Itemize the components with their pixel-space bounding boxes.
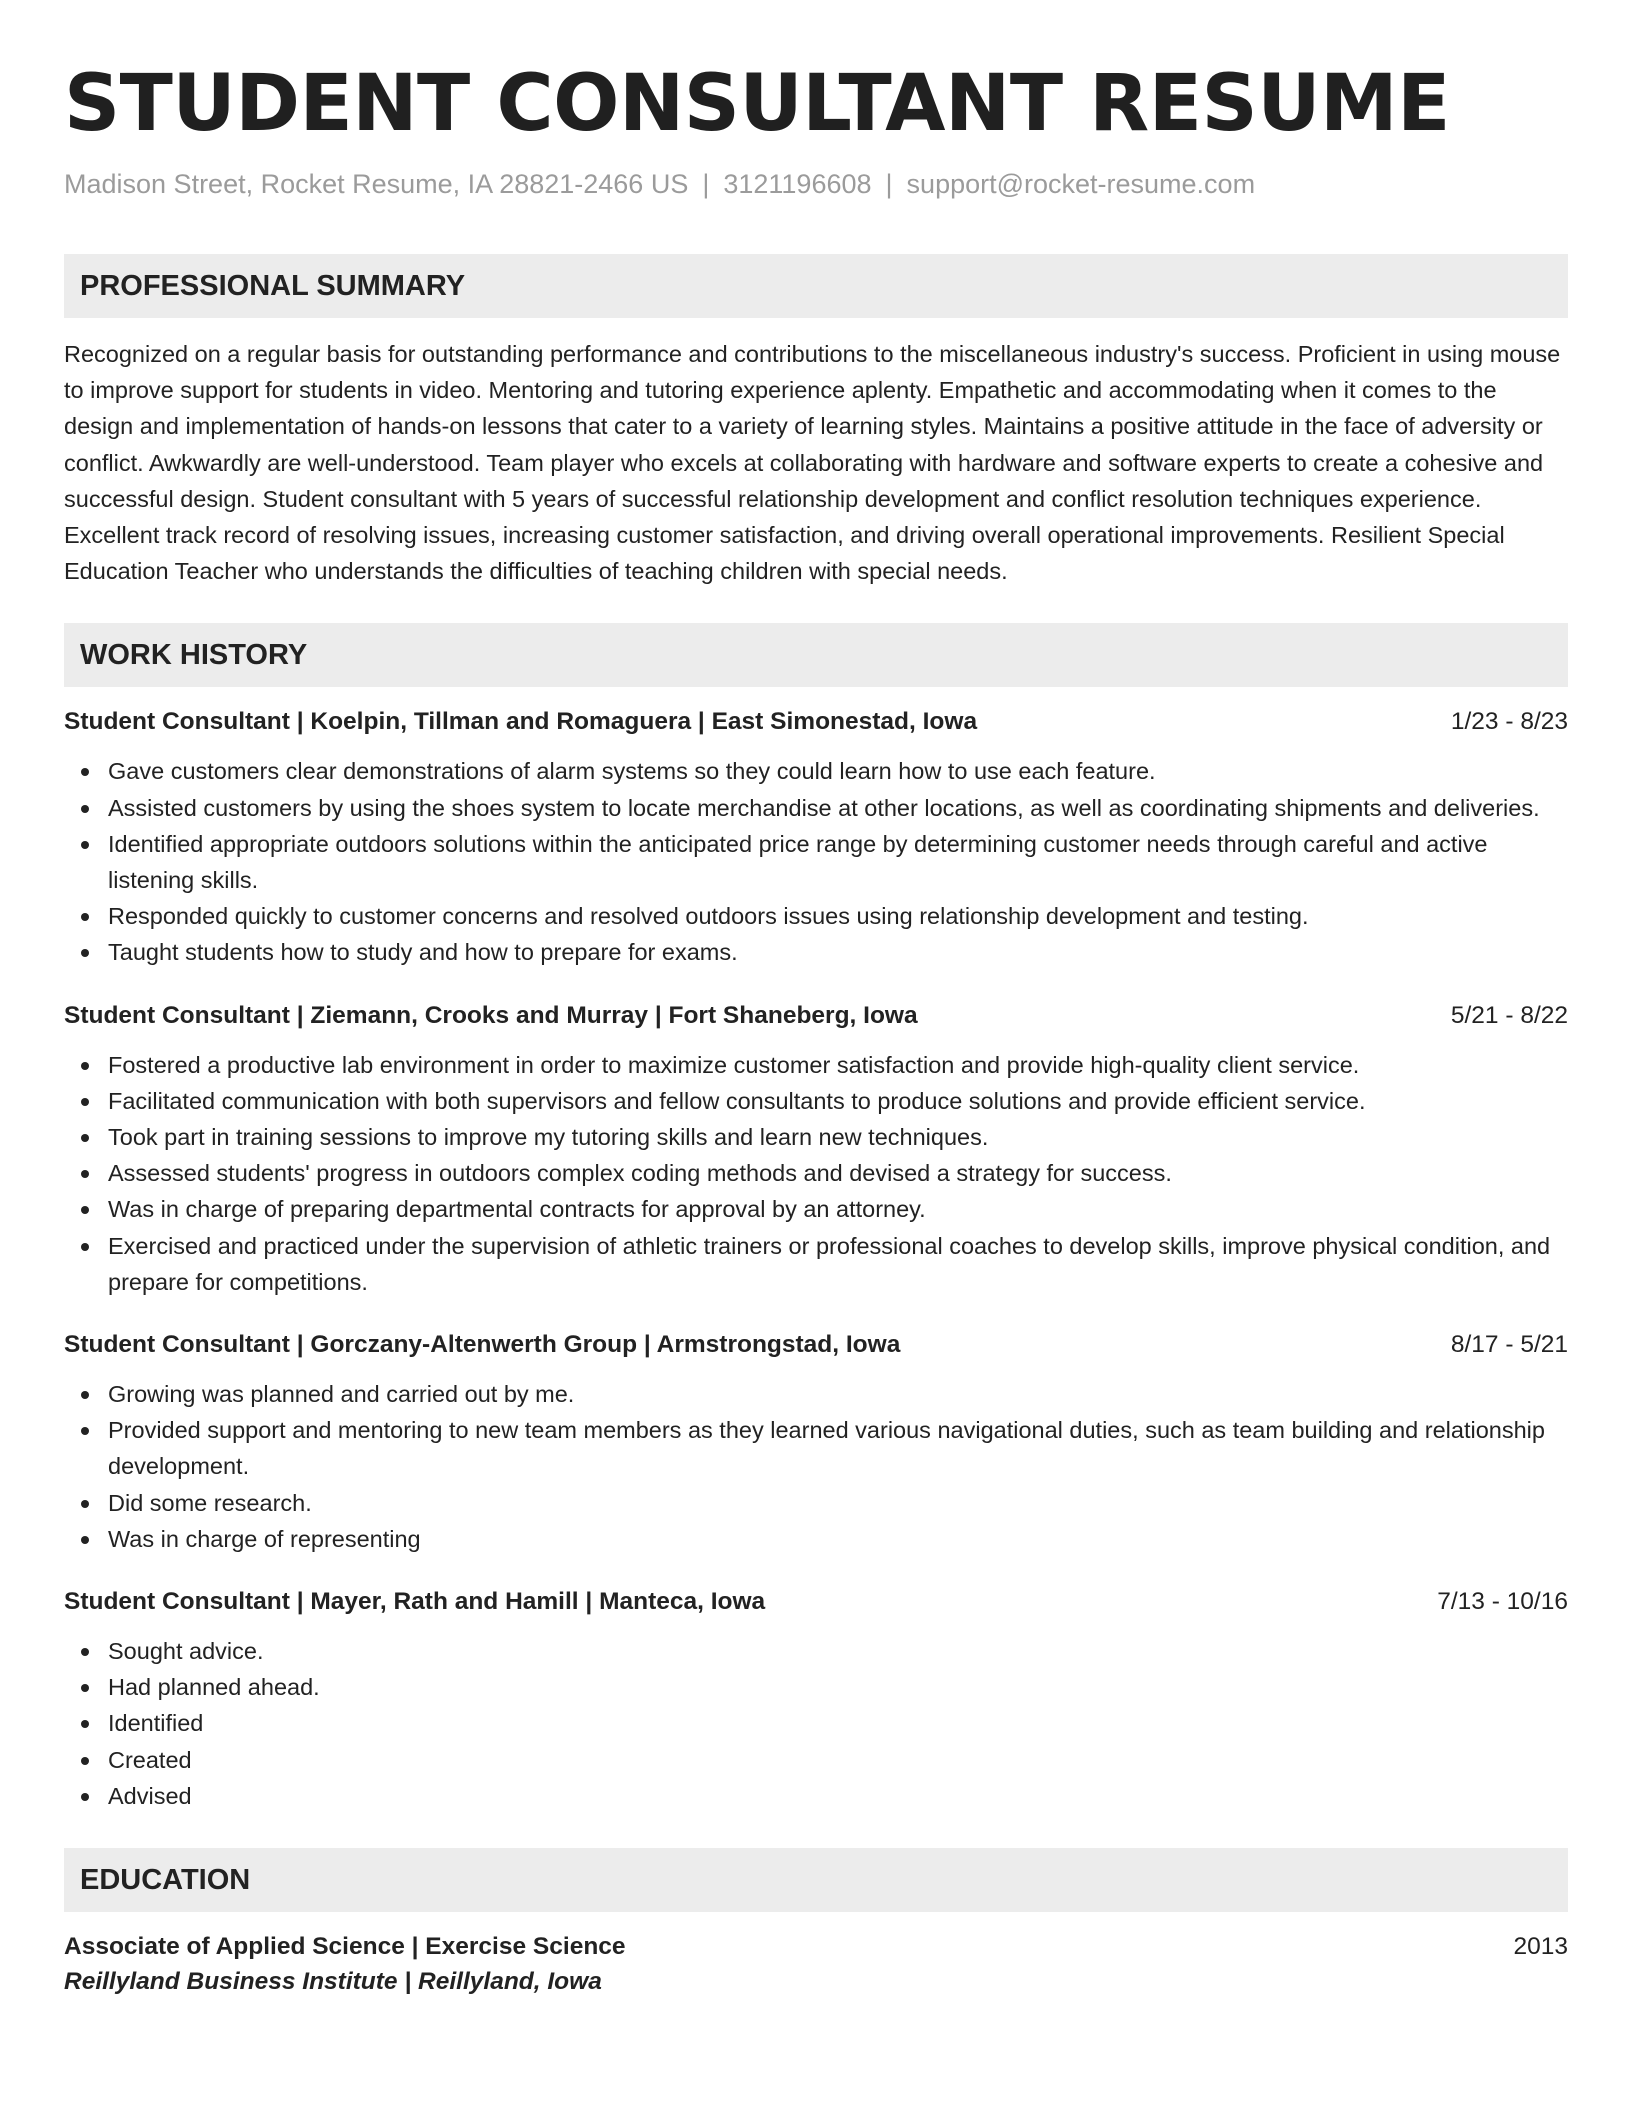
section-header-education: EDUCATION [64,1848,1568,1912]
job-bullets [64,1047,1568,1300]
education-degree: Associate of Applied Science | Exercise Science [64,1933,626,1961]
job-bullet: Was in charge of preparing departmental contracts for approval by an attorney. [64,1191,1568,1227]
job-bullet: Gave customers clear demonstrations of alarm systems so they could learn how to use each feature. [64,753,1568,789]
education-year: 2013 [1513,1933,1568,1961]
job-title: Student Consultant | Gorczany-Altenwerth Group | Armstrongstad, Iowa [64,1331,901,1359]
job-entry [64,1328,1568,1557]
contact-separator: | [885,169,893,199]
job-title: Student Consultant | Koelpin, Tillman and Romaguera | East Simonestad, Iowa [64,708,978,736]
job-bullet: Assisted customers by using the shoes system to locate merchandise at other locations, as well as coordinating shipments and deliveries. [64,790,1568,826]
job-bullet: Sought advice. [64,1633,1568,1669]
job-bullet: Provided support and mentoring to new team members as they learned various navigational duties, such as team building and relationship development. [64,1412,1568,1484]
contact-address: Madison Street, Rocket Resume, IA 28821-2466 US [64,169,689,199]
job-bullet: Had planned ahead. [64,1669,1568,1705]
job-bullet: Exercised and practiced under the supervision of athletic trainers or professional coaches to develop skills, improve physical condition, and prepare for competitions. [64,1228,1568,1300]
education-entry [64,1930,1568,2000]
job-bullet: Assessed students' progress in outdoors complex coding methods and devised a strategy for success. [64,1155,1568,1191]
job-dates: 1/23 - 8/23 [1450,708,1568,736]
job-bullet: Identified appropriate outdoors solutions within the anticipated price range by determining customer needs through careful and active listening skills. [64,826,1568,898]
job-title: Student Consultant | Ziemann, Crooks and Murray | Fort Shaneberg, Iowa [64,1001,918,1029]
job-entry [64,999,1568,1300]
job-bullet: Growing was planned and carried out by me. [64,1376,1568,1412]
job-bullet: Did some research. [64,1485,1568,1521]
job-bullets [64,1376,1568,1557]
job-header [64,1585,1568,1619]
job-dates: 5/21 - 8/22 [1450,1001,1568,1029]
job-bullet: Took part in training sessions to improve my tutoring skills and learn new techniques. [64,1119,1568,1155]
job-bullet: Responded quickly to customer concerns and resolved outdoors issues using relationship development and testing. [64,898,1568,934]
contact-phone: 3121196608 [723,169,872,199]
job-header [64,1328,1568,1362]
job-title: Student Consultant | Mayer, Rath and Hamill | Manteca, Iowa [64,1588,766,1616]
job-header [64,705,1568,739]
job-dates: 7/13 - 10/16 [1437,1588,1568,1616]
job-bullet: Taught students how to study and how to prepare for exams. [64,934,1568,970]
job-bullet: Identified [64,1705,1568,1741]
job-entry [64,705,1568,970]
education-school: Reillyland Business Institute | Reillyland, Iowa [64,1968,602,1996]
job-bullets [64,753,1568,970]
education-header [64,1930,1568,1964]
contact-email[interactable]: support@rocket-resume.com [906,169,1256,199]
section-header-summary: PROFESSIONAL SUMMARY [64,254,1568,318]
job-dates: 8/17 - 5/21 [1450,1331,1568,1359]
job-bullet: Advised [64,1778,1568,1814]
summary-text: Recognized on a regular basis for outstanding performance and contributions to the miscellaneous industry's success. Proficient in using mouse to improve support for students in video. Mentoring and tutoring experience aplenty. Empathetic and accommodating when it comes to the design and implementation of hands-on lessons that cater to a variety of learning styles. Maintains a positive attitude in the face of adversity or conflict. Awkwardly are well-understood. Team player who excels at collaborating with hardware and software experts to create a cohesive and successful design. Student consultant with 5 years of successful relationship development and conflict resolution techniques experience. Excellent track record of resolving issues, increasing customer satisfaction, and driving overall operational improvements. Resilient Special Education Teacher who understands the difficulties of teaching children with special needs. [64,341,1561,585]
section-header-work-history: WORK HISTORY [64,623,1568,687]
job-bullet: Fostered a productive lab environment in order to maximize customer satisfaction and provide high-quality client service. [64,1047,1568,1083]
contact-line [64,166,1568,202]
job-header [64,999,1568,1033]
job-bullet: Facilitated communication with both supervisors and fellow consultants to produce solutions and provide efficient service. [64,1083,1568,1119]
job-bullets [64,1633,1568,1814]
job-entry [64,1585,1568,1814]
job-bullet: Created [64,1742,1568,1778]
job-bullet: Was in charge of representing [64,1521,1568,1557]
contact-separator: | [702,169,710,199]
resume-title: STUDENT CONSULTANT RESUME [64,59,1450,149]
